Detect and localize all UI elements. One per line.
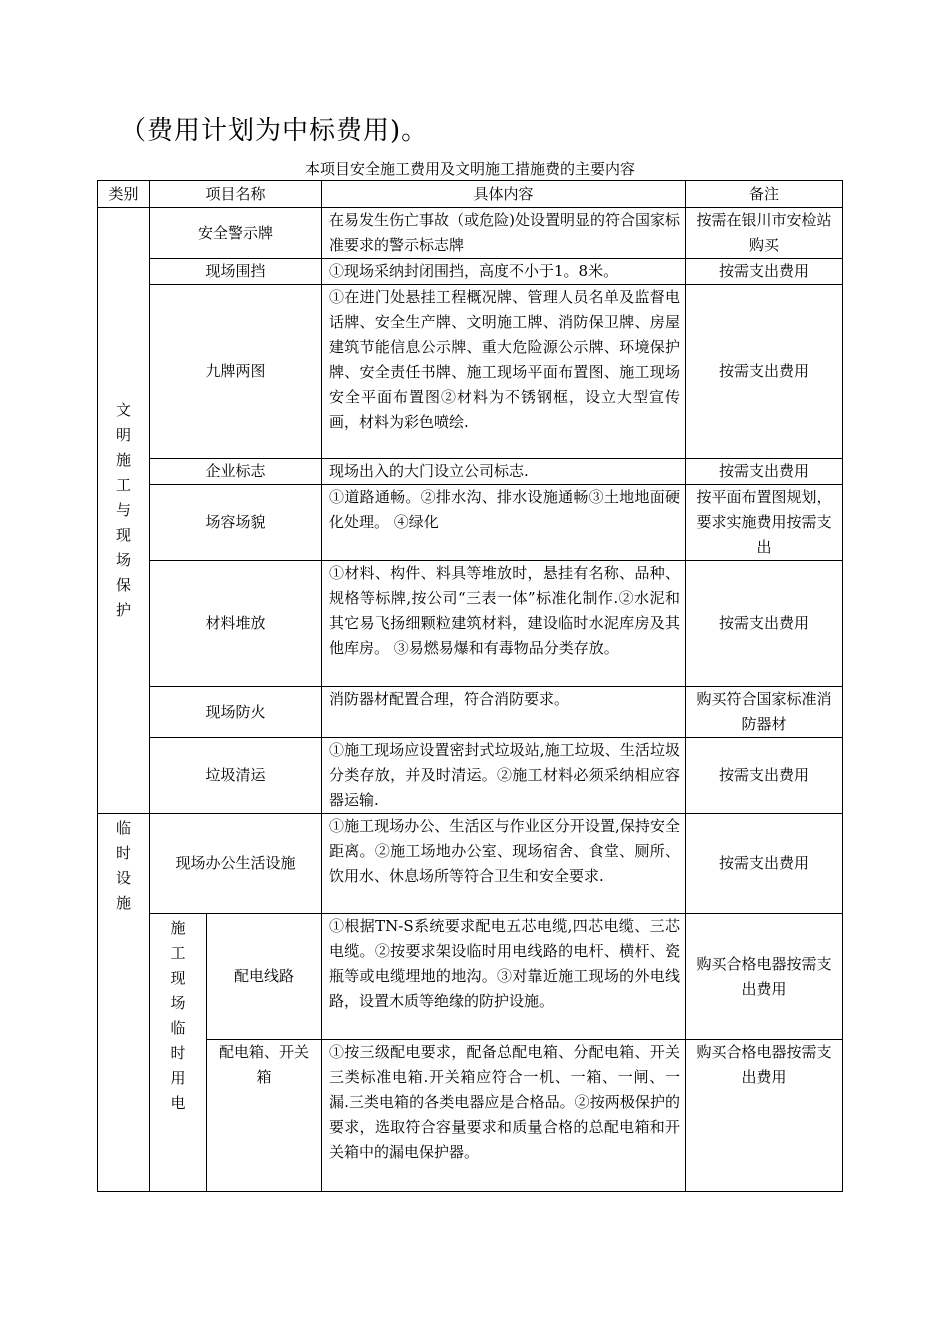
table-row [98, 914, 843, 1040]
category-cell-civilized [98, 208, 150, 814]
item-content: ①道路通畅。②排水沟、排水设施通畅③土地地面硬化处理。 ④绿化 [322, 485, 686, 561]
item-remark: 购买符合国家标准消防器材 [686, 687, 843, 738]
table-row [98, 459, 843, 485]
header-category: 类别 [98, 181, 150, 208]
cost-table [97, 180, 843, 1192]
subcategory-cell-power [150, 914, 207, 1192]
category-cell-temporary [98, 814, 150, 1192]
item-content: 消防器材配置合理，符合消防要求。 [322, 687, 686, 738]
item-name: 配电线路 [207, 914, 322, 1040]
category-label: 临时设施 [115, 819, 131, 912]
item-content: ①根据TN-S系统要求配电五芯电缆,四芯电缆、三芯电缆。②按要求架设临时用电线路的电杆、横杆、瓷瓶等或电缆埋地的地沟。③对靠近施工现场的外电线路，设置木质等绝缘的防护设施。 [322, 914, 686, 1040]
table-row [98, 259, 843, 285]
item-name: 安全警示牌 [150, 208, 322, 259]
table-row [98, 285, 843, 459]
table-row [98, 485, 843, 561]
table-caption: 本项目安全施工费用及文明施工措施费的主要内容 [304, 160, 635, 178]
table-row [98, 687, 843, 738]
item-name: 现场办公生活设施 [150, 814, 322, 914]
table-row [98, 1040, 843, 1192]
item-remark: 按需支出费用 [686, 285, 843, 459]
category-label: 文明施工与现场保护 [115, 401, 131, 619]
item-content: 现场出入的大门设立公司标志. [322, 459, 686, 485]
table-row [98, 738, 843, 814]
item-name: 场容场貌 [150, 485, 322, 561]
item-remark: 按需支出费用 [686, 259, 843, 285]
item-remark: 按平面布置图规划，要求实施费用按需支出 [686, 485, 843, 561]
subcategory-label: 施工现场临时用电 [170, 919, 186, 1112]
item-name: 现场防火 [150, 687, 322, 738]
item-name: 九牌两图 [150, 285, 322, 459]
item-remark: 按需在银川市安检站购买 [686, 208, 843, 259]
item-content: ①材料、构件、料具等堆放时，悬挂有名称、品种、规格等标牌,按公司“三表一体”标准化制作.②水泥和其它易飞扬细颗粒建筑材料，建设临时水泥库房及其他库房。 ③易燃易爆和有毒物品分类存放。 [322, 561, 686, 687]
item-content: ①施工现场办公、生活区与作业区分开设置,保持安全距离。②施工场地办公室、现场宿舍、食堂、厕所、饮用水、休息场所等符合卫生和安全要求. [322, 814, 686, 914]
item-content: 在易发生伤亡事故（或危险)处设置明显的符合国家标准要求的警示标志牌 [322, 208, 686, 259]
item-name: 企业标志 [150, 459, 322, 485]
table-row [98, 561, 843, 687]
item-name: 材料堆放 [150, 561, 322, 687]
item-content: ①在进门处悬挂工程概况牌、管理人员名单及监督电话牌、安全生产牌、文明施工牌、消防保卫牌、房屋建筑节能信息公示牌、重大危险源公示牌、环境保护牌、安全责任书牌、施工现场平面布置图、施工现场安全平面布置图②材料为不锈钢框，设立大型宣传画，材料为彩色喷绘. [322, 285, 686, 459]
table-header-row [98, 181, 843, 208]
item-remark: 按需支出费用 [686, 561, 843, 687]
item-remark: 按需支出费用 [686, 459, 843, 485]
item-name: 现场围挡 [150, 259, 322, 285]
item-content: ①施工现场应设置密封式垃圾站,施工垃圾、生活垃圾分类存放，并及时清运。②施工材料必须采纳相应容器运输. [322, 738, 686, 814]
item-remark: 购买合格电器按需支出费用 [686, 1040, 843, 1192]
item-remark: 按需支出费用 [686, 814, 843, 914]
item-content: ①按三级配电要求，配备总配电箱、分配电箱、开关三类标准电箱.开关箱应符合一机、一箱、一闸、一漏.三类电箱的各类电器应是合格品。②按两极保护的要求，选取符合容量要求和质量合格的总配电箱和开关箱中的漏电保护器。 [322, 1040, 686, 1192]
page-heading: （费用计划为中标费用)。 [120, 116, 429, 146]
table-row [98, 814, 843, 914]
item-remark: 按需支出费用 [686, 738, 843, 814]
table-row [98, 208, 843, 259]
item-remark: 购买合格电器按需支出费用 [686, 914, 843, 1040]
header-item: 项目名称 [150, 181, 322, 208]
header-remark: 备注 [686, 181, 843, 208]
item-content: ①现场采纳封闭围挡，高度不小于1。8米。 [322, 259, 686, 285]
header-content: 具体内容 [322, 181, 686, 208]
item-name: 配电箱、开关箱 [207, 1040, 322, 1192]
item-name: 垃圾清运 [150, 738, 322, 814]
